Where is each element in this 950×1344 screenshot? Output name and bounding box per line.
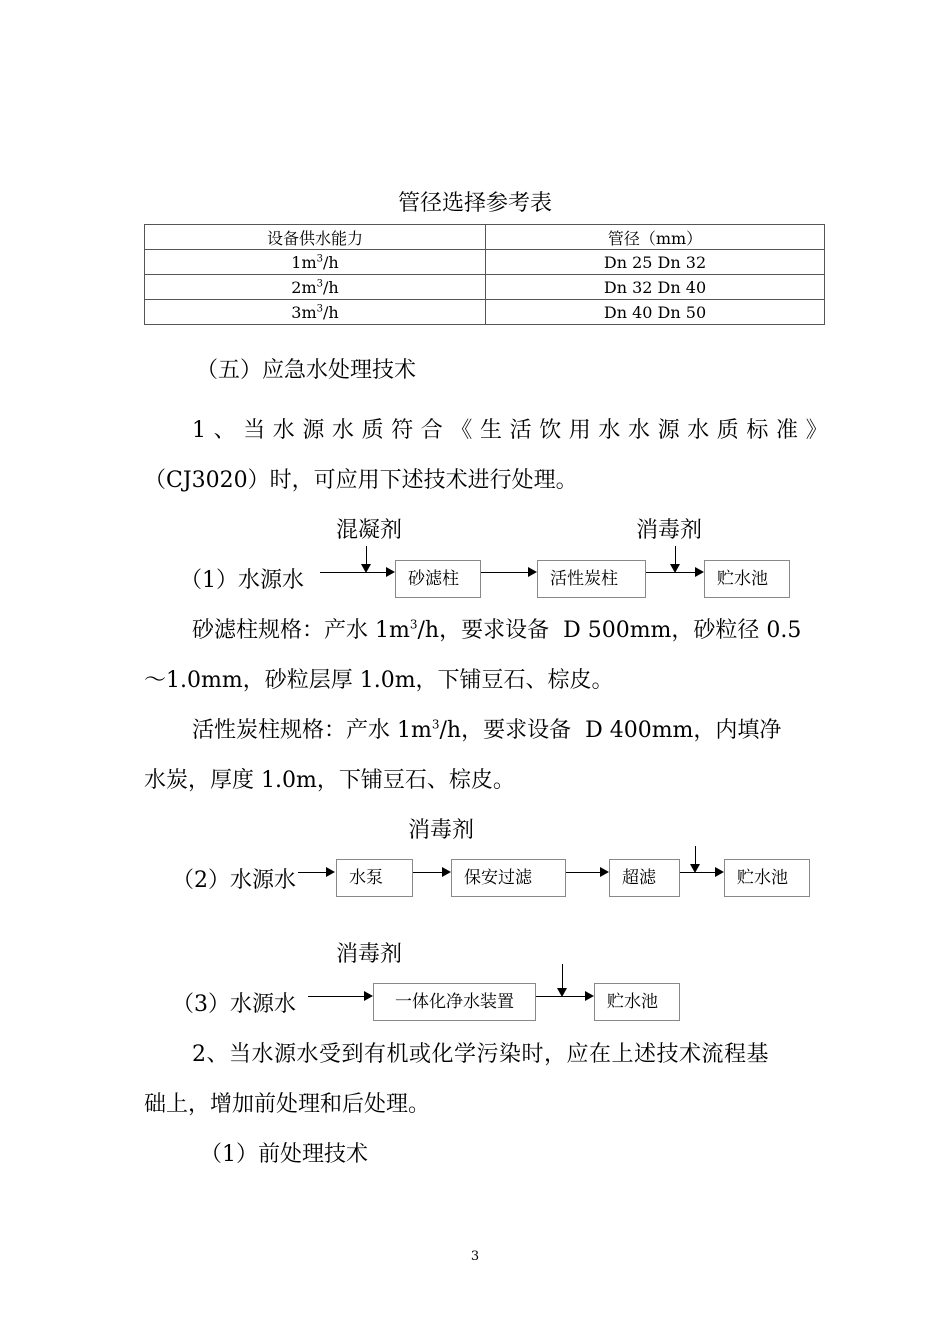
flow-box-sand-filter: 砂滤柱 xyxy=(395,560,481,598)
arrow-right-icon xyxy=(442,867,451,877)
flow-box-reservoir: 贮水池 xyxy=(594,983,680,1021)
table-title: 管径选择参考表 xyxy=(397,191,552,216)
paragraph-line: 础上，增加前处理和后处理。 xyxy=(144,1092,431,1117)
arrow-right-icon xyxy=(364,991,373,1001)
paragraph-line: 活性炭柱规格：产水 $1m^3/h$，要求设备 D 400mm，内填净 xyxy=(192,717,782,743)
arrow-right-icon xyxy=(585,991,594,1001)
connector-line xyxy=(308,996,364,997)
connector-line xyxy=(366,546,367,566)
table-cell-capacity: $2m^3/h$ xyxy=(145,275,486,300)
table-cell-capacity: $1m^3/h$ xyxy=(145,250,486,275)
table-row xyxy=(145,275,825,300)
arrow-right-icon xyxy=(528,567,537,577)
disinfectant-label: 消毒剂 xyxy=(408,818,475,843)
arrow-right-icon xyxy=(326,867,335,877)
table-row xyxy=(145,250,825,275)
flow-source: （3）水源水 xyxy=(172,992,296,1017)
table-header-diameter: 管径（mm） xyxy=(486,225,825,250)
paragraph-line: 水炭，厚度 1.0m，下铺豆石、棕皮。 xyxy=(144,768,515,793)
section-heading: （五）应急水处理技术 xyxy=(196,358,417,383)
arrow-down-icon xyxy=(690,864,700,873)
flow-box-pump: 水泵 xyxy=(336,859,413,897)
paragraph-line: 砂滤柱规格：产水 $1m^3/h$，要求设备 D 500mm，砂粒径 0.5 xyxy=(192,617,802,643)
connector-line xyxy=(675,546,676,566)
subheading: （1）前处理技术 xyxy=(200,1142,368,1167)
arrow-down-icon xyxy=(670,564,680,573)
connector-line xyxy=(562,964,563,990)
arrow-down-icon xyxy=(557,988,567,997)
arrow-right-icon xyxy=(600,867,609,877)
paragraph-line: 1、当水源水质符合《生活饮用水水源水质标准》 xyxy=(192,418,836,443)
table-cell-diameter: Dn 40 Dn 50 xyxy=(486,300,825,325)
connector-line xyxy=(481,572,528,573)
connector-line xyxy=(298,872,326,873)
paragraph-line: （CJ3020）时，可应用下述技术进行处理。 xyxy=(144,468,578,493)
flow-source: （2）水源水 xyxy=(172,868,296,893)
flow-box-security-filter: 保安过滤 xyxy=(451,859,566,897)
table-cell-diameter: Dn 32 Dn 40 xyxy=(486,275,825,300)
table-header-row xyxy=(145,225,825,250)
connector-line xyxy=(413,872,442,873)
page-number: 3 xyxy=(470,1249,480,1264)
table-cell-capacity: $3m^3/h$ xyxy=(145,300,486,325)
paragraph-line: 2、当水源水受到有机或化学污染时，应在上述技术流程基 xyxy=(192,1042,769,1067)
flow-box-carbon-column: 活性炭柱 xyxy=(537,560,646,598)
coagulant-label: 混凝剂 xyxy=(336,518,403,543)
pipe-diameter-table xyxy=(144,224,825,325)
table-header-capacity: 设备供水能力 xyxy=(145,225,486,250)
flow-source: （1）水源水 xyxy=(180,568,304,593)
arrow-right-icon xyxy=(715,867,724,877)
table-row xyxy=(145,300,825,325)
paragraph-line: ～1.0mm，砂粒层厚 1.0m，下铺豆石、棕皮。 xyxy=(144,668,614,693)
disinfectant-label: 消毒剂 xyxy=(636,518,703,543)
arrow-right-icon xyxy=(386,567,395,577)
flow-box-reservoir: 贮水池 xyxy=(704,560,790,598)
table-cell-diameter: Dn 25 Dn 32 xyxy=(486,250,825,275)
arrow-right-icon xyxy=(695,567,704,577)
connector-line xyxy=(320,572,386,573)
flow-box-integrated-purifier: 一体化净水装置 xyxy=(373,983,536,1021)
flow-box-ultrafiltration: 超滤 xyxy=(609,859,680,897)
connector-line xyxy=(566,872,600,873)
flow-box-reservoir: 贮水池 xyxy=(724,859,810,897)
connector-line xyxy=(695,846,696,866)
disinfectant-label: 消毒剂 xyxy=(336,942,403,967)
